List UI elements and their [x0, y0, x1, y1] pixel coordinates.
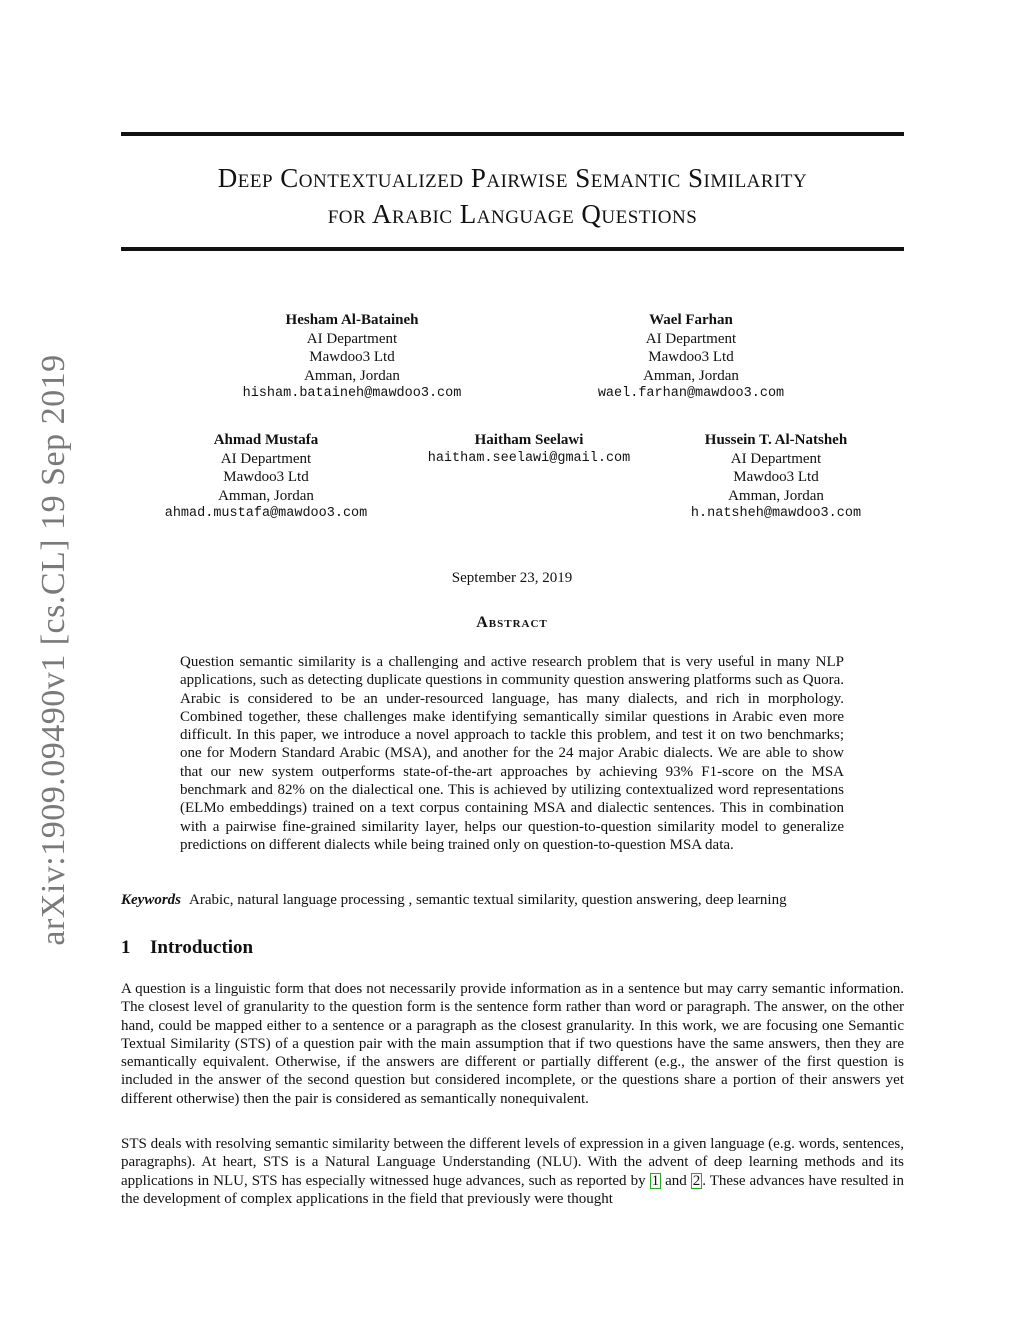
- intro-paragraph-1: A question is a linguistic form that does not necessarily provide information as in a sentence but may carry semantic information. The closest level of granularity to the question form is the sentence form rather than word or paragraph. The answer, on the other hand, could be mapped either to a sentence or a paragraph as the closest granularity. In this work, we are focusing one Semantic Textual Similarity (STS) of a question pair with the main assumption that if two questions have the same answers, then they are semantically equivalent. Otherwise, if the answers are different or partially different (e.g., the answer of the first question is included in the answer of the second question but considered incomplete, or the questions share a portion of their answers yet different otherwise) then the pair is considered as semantically nonequivalent.: [121, 981, 904, 1107]
- paragraph-text: and: [661, 1172, 691, 1189]
- author-block: [165, 431, 368, 524]
- section-number: 1: [121, 937, 131, 958]
- author-org: Mawdoo3 Ltd: [733, 469, 819, 485]
- paragraph-text: STS deals with resolving semantic similarity between the different levels of expression in a given language (e.g. words, sentences, paragraphs). At heart, STS is a Natural Language Understanding (NLU). With the advent of deep learning methods and its applications in NLU, STS has especially witnessed huge advances, such as reported by: [121, 1136, 904, 1189]
- author-location: Amman, Jordan: [728, 487, 824, 504]
- author-location: Amman, Jordan: [643, 367, 739, 384]
- author-email[interactable]: ahmad.mustafa@mawdoo3.com: [164, 506, 368, 521]
- author-org: Mawdoo3 Ltd: [648, 349, 734, 365]
- citation-link[interactable]: 1: [651, 1172, 660, 1189]
- author-dept: AI Department: [306, 330, 398, 347]
- top-rule: [121, 132, 904, 136]
- author-name: Hussein T. Al-Natsheh: [704, 432, 848, 448]
- author-dept: AI Department: [730, 450, 822, 467]
- author-org: Mawdoo3 Ltd: [309, 349, 395, 365]
- author-name: Wael Farhan: [649, 312, 733, 328]
- author-block: [243, 311, 462, 404]
- intro-paragraph-2: [121, 1135, 904, 1208]
- arxiv-stamp: arXiv:1909.09490v1 [cs.CL] 19 Sep 2019: [35, 354, 72, 946]
- section-heading: [121, 937, 253, 959]
- author-dept: AI Department: [645, 330, 737, 347]
- author-name: Haitham Seelawi: [474, 432, 584, 448]
- abstract-text: Question semantic similarity is a challenging and active research problem that is very useful in many NLP applications, such as detecting duplicate questions in community question answering platforms such as Quora. Arabic is considered to be an under-resourced language, has many dialects, and rich in morphology. Combined together, these challenges make identifying semantically similar questions in Arabic even more difficult. In this paper, we introduce a novel approach to tackle this problem, and test it on two benchmarks; one for Modern Standard Arabic (MSA), and another for the 24 major Arabic dialects. We are able to show that our new system outperforms state-of-the-art approaches by achieving 93% F1-score on the MSA benchmark and 82% on the dialectical one. This is achieved by utilizing contextualized word representations (ELMo embeddings) trained on a text corpus containing MSA and dialectic sentences. This in combination with a pairwise fine-grained similarity layer, helps our question-to-question similarity model to generalize predictions on different dialects while being trained only on question-to-question MSA data.: [180, 654, 844, 853]
- author-name: Ahmad Mustafa: [213, 432, 319, 448]
- publication-date: September 23, 2019: [451, 570, 573, 586]
- author-email[interactable]: h.natsheh@mawdoo3.com: [690, 506, 862, 521]
- author-email[interactable]: hisham.bataineh@mawdoo3.com: [242, 386, 462, 401]
- keywords-label: Keywords: [121, 892, 181, 908]
- abstract-heading: Abstract: [476, 614, 548, 631]
- author-block: [428, 431, 631, 468]
- title-line-2: for Arabic Language Questions: [327, 199, 698, 229]
- author-name: Hesham Al-Bataineh: [285, 312, 419, 328]
- section-title: Introduction: [150, 937, 254, 958]
- author-block: [598, 311, 784, 404]
- citation-link[interactable]: 2: [692, 1172, 701, 1189]
- keywords-text: Arabic, natural language processing , semantic textual similarity, question answering, deep learning: [189, 892, 787, 908]
- paper-title: [121, 160, 904, 232]
- bottom-title-rule: [121, 247, 904, 251]
- author-location: Amman, Jordan: [304, 367, 400, 384]
- author-email[interactable]: wael.farhan@mawdoo3.com: [597, 386, 785, 401]
- keywords: [121, 892, 904, 909]
- author-dept: AI Department: [220, 450, 312, 467]
- author-org: Mawdoo3 Ltd: [223, 469, 309, 485]
- author-email[interactable]: haitham.seelawi@gmail.com: [427, 450, 631, 466]
- title-line-1: Deep Contextualized Pairwise Semantic Similarity: [217, 163, 808, 193]
- author-location: Amman, Jordan: [218, 487, 314, 504]
- author-block: [691, 431, 861, 524]
- paragraph-text: . These advances have resulted in the development of complex applications in the field that previously were thought: [121, 1172, 904, 1207]
